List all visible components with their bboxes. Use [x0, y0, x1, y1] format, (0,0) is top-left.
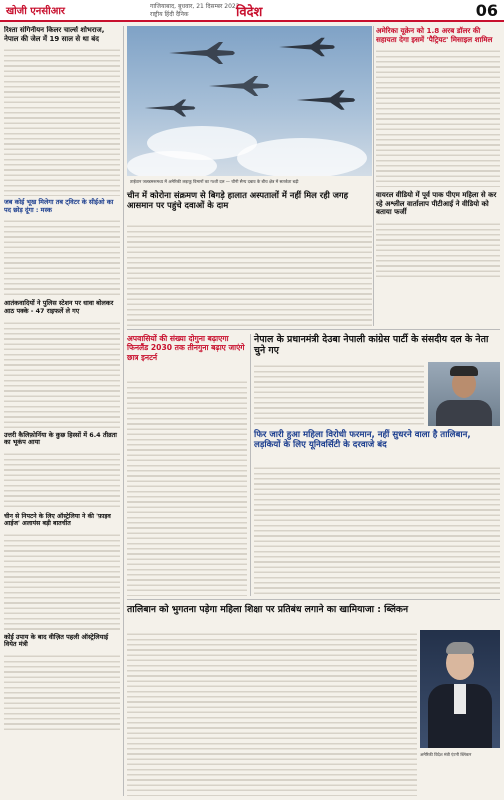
section-title: विदेश: [236, 5, 263, 20]
nepal-article: [254, 362, 424, 426]
left-article-3: [4, 319, 120, 429]
page-number: 06: [475, 1, 498, 20]
left-headline-4: उत्तरी कैलिफ़ोर्निया के कुछ हिस्सों में 6.4 तीव्रता का भूकंप आया: [4, 430, 117, 447]
section-divider: [127, 599, 500, 600]
jets-photo-caption: ताईवान जलडमरूमध्य में अमेरिकी लड़ाकू विमानों का गश्ती दल — चीनी सैन्य दबाव के बीच क्षेत्र में सतर्कता बढ़ी: [130, 179, 299, 184]
left-headline-1: रिश्ता संगिनीयन किलर चार्ल्स शोभराज, नेपाल की जेल में 19 साल से था बंद: [4, 26, 105, 43]
left-article-2: [4, 217, 120, 297]
fighter-jet-icon: [142, 98, 198, 118]
right-column-divider: [373, 26, 374, 326]
left-article-1: [4, 46, 120, 196]
right-column: [376, 26, 500, 326]
left-headline-5: चीन से निपटने के लिए ऑस्ट्रेलिया ने की 'फ़ाइव आईज' अलायंस बड़ी बातचीत: [4, 512, 111, 528]
person-hair: [446, 642, 474, 654]
brand-name: खोजी एनसीआर: [6, 6, 66, 17]
finland-article: [127, 378, 247, 596]
china-covid-headline: चीन में कोरोना संक्रमण से बिगड़े हालात अस्पतालों में नहीं मिल रही जगह आसमान पर पहुंचे दवाओं के दाम: [127, 190, 349, 210]
right-article-1: [376, 47, 500, 187]
taliban-university-headline: फिर जारी हुआ महिला विरोधी फरमान, नहीं सुधरने वाला है तालिबान, लड़कियों के लिए यूनिवर्सिटी के दरवाजे बंद: [254, 430, 471, 451]
mid-divider: [250, 334, 251, 596]
blinken-photo: [420, 630, 500, 748]
masthead: [0, 0, 504, 22]
masthead-meta: [150, 3, 240, 19]
left-headline-2: जब कोई भूख मिलेगा तब ट्विटर के सीईओ का पद छोड़ दूंगा : मस्क: [4, 198, 114, 214]
left-article-5: [4, 531, 120, 631]
finland-headline: अपवासियों की संख्या दोगुना बढ़ाएगा फिनलैंड 2030 तक तीनगुना बढ़ाए जाएंगे छात्र इनटर्न: [127, 334, 245, 362]
blinken-headline: तालिबान को भुगतना पड़ेगा महिला शिक्षा पर प्रतिबंध लगाने का खामियाजा : ब्लिंकन: [127, 604, 409, 615]
section-divider: [127, 329, 500, 330]
left-headline-6: कोई उपाय के बाद वीज़ित पहली ऑस्ट्रेलियाई वियेत मंत्री: [4, 632, 109, 649]
left-headline-3: आतंकवादियों ने पुलिस स्टेशन पर धावा बोलकर आठ पक्के - 47 राइफलें ले गए: [4, 299, 114, 315]
right-article-2: [376, 220, 500, 280]
issue-date: गाजियाबाद, बुधवार, 21 दिसम्बर 2022: [150, 3, 240, 10]
jets-photo: [127, 26, 372, 176]
left-article-4: [4, 450, 120, 510]
right-headline-2: वायरल वीडियो में पूर्व पाक पीएम महिला से कर रहे अश्लील वार्तालाप पीटीआई ने वीडियो को बताया फर्जी: [376, 191, 497, 217]
person-body: [436, 400, 492, 426]
deuba-photo: [428, 362, 500, 426]
left-column: [4, 26, 120, 796]
person-shirt: [454, 684, 466, 714]
china-covid-article: [127, 222, 372, 326]
left-article-6: [4, 652, 120, 732]
fighter-jet-icon: [207, 74, 271, 98]
right-headline-1: अमेरिका यूक्रेन को 1.8 अरब डॉलर की सहायता देगा इसमें 'पैट्रियट' मिसाइल शामिल: [376, 26, 493, 44]
fighter-jet-icon: [277, 36, 337, 58]
blinken-photo-caption: अमेरिकी विदेश मंत्री एंटनी ब्लिंकन: [420, 752, 472, 757]
fighter-jet-icon: [295, 88, 357, 112]
paper-tagline: राष्ट्रीय हिंदी दैनिक: [150, 11, 189, 18]
person-cap: [450, 366, 478, 376]
nepal-headline: नेपाल के प्रधानमंत्री देउबा नेपाली कांग्रेस पार्टी के संसदीय दल के नेता चुने गए: [254, 334, 489, 357]
fighter-jet-icon: [167, 40, 237, 66]
cloud: [127, 151, 217, 176]
taliban-university-article: [254, 464, 500, 596]
cloud: [237, 138, 367, 176]
blinken-article: [127, 630, 417, 796]
left-column-divider: [123, 26, 124, 796]
